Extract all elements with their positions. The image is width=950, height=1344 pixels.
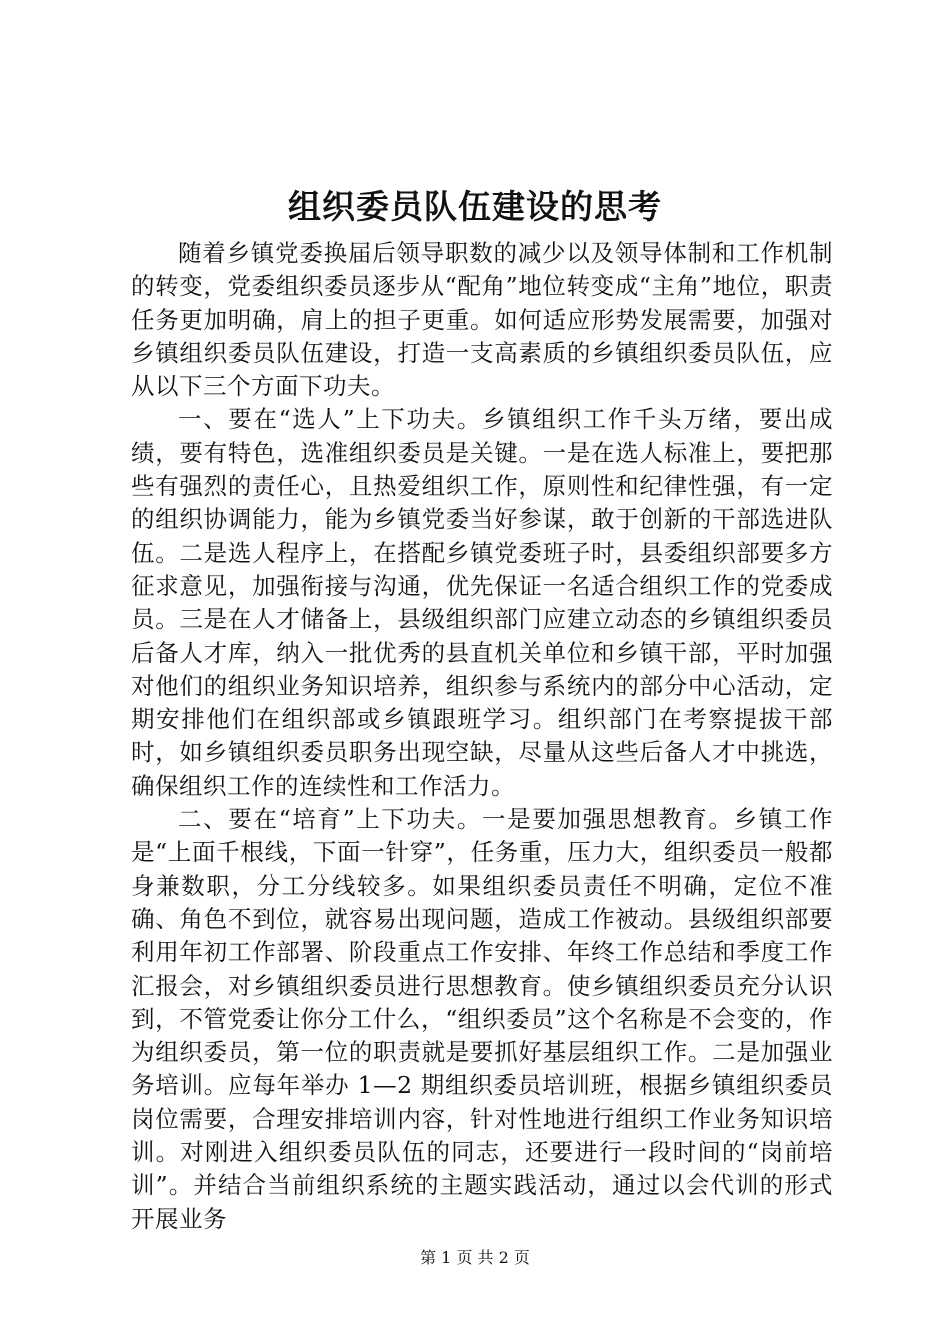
document-title: 组织委员队伍建设的思考 <box>288 187 662 226</box>
paragraph-selection: 一、要在“选人”上下功夫。乡镇组织工作千头万绪，要出成绩，要有特色，选准组织委员是关键。一是在选人标准上，要把那些有强烈的责任心，且热爱组织工作，原则性和纪律性强，有一定的组织协调能力，能为乡镇党委当好参谋，敢于创新的干部选进队伍。二是选人程序上，在搭配乡镇党委班子时，县委组织部要多方征求意见，加强衔接与沟通，优先保证一名适合组织工作的党委成员。三是在人才储备上，县级组织部门应建立动态的乡镇组织委员后备人才库，纳入一批优秀的县直机关单位和乡镇干部，平时加强对他们的组织业务知识培养，组织参与系统内的部分中心活动，定期安排他们在组织部或乡镇跟班学习。组织部门在考察提拔干部时，如乡镇组织委员职务出现空缺，尽量从这些后备人才中挑选，确保组织工作的连续性和工作活力。 <box>131 405 833 800</box>
document-body <box>131 237 833 1236</box>
paragraph-cultivation: 二、要在“培育”上下功夫。一是要加强思想教育。乡镇工作是“上面千根线，下面一针穿”，任务重，压力大，组织委员一般都身兼数职，分工分线较多。如果组织委员责任不明确，定位不准确、角色不到位，就容易出现问题，造成工作被动。县级组织部要利用年初工作部署、阶段重点工作安排、年终工作总结和季度工作汇报会，对乡镇组织委员进行思想教育。使乡镇组织委员充分认识到，不管党委让你分工什么，“组织委员”这个名称是不会变的，作为组织委员，第一位的职责就是要抓好基层组织工作。二是加强业务培训。应每年举办 1—2 期组织委员培训班，根据乡镇组织委员岗位需要，合理安排培训内容，针对性地进行组织工作业务知识培训。对刚进入组织委员队伍的同志，还要进行一段时间的“岗前培训”。并结合当前组织系统的主题实践活动，通过以会代训的形式开展业务 <box>131 805 833 1233</box>
paragraph-intro: 随着乡镇党委换届后领导职数的减少以及领导体制和工作机制的转变，党委组织委员逐步从“配角”地位转变成“主角”地位，职责任务更加明确，肩上的担子更重。如何适应形势发展需要，加强对乡镇组织委员队伍建设，打造一支高素质的乡镇组织委员队伍，应从以下三个方面下功夫。 <box>131 239 833 401</box>
page-number-footer: 第 1 页 共 2 页 <box>420 1248 530 1267</box>
